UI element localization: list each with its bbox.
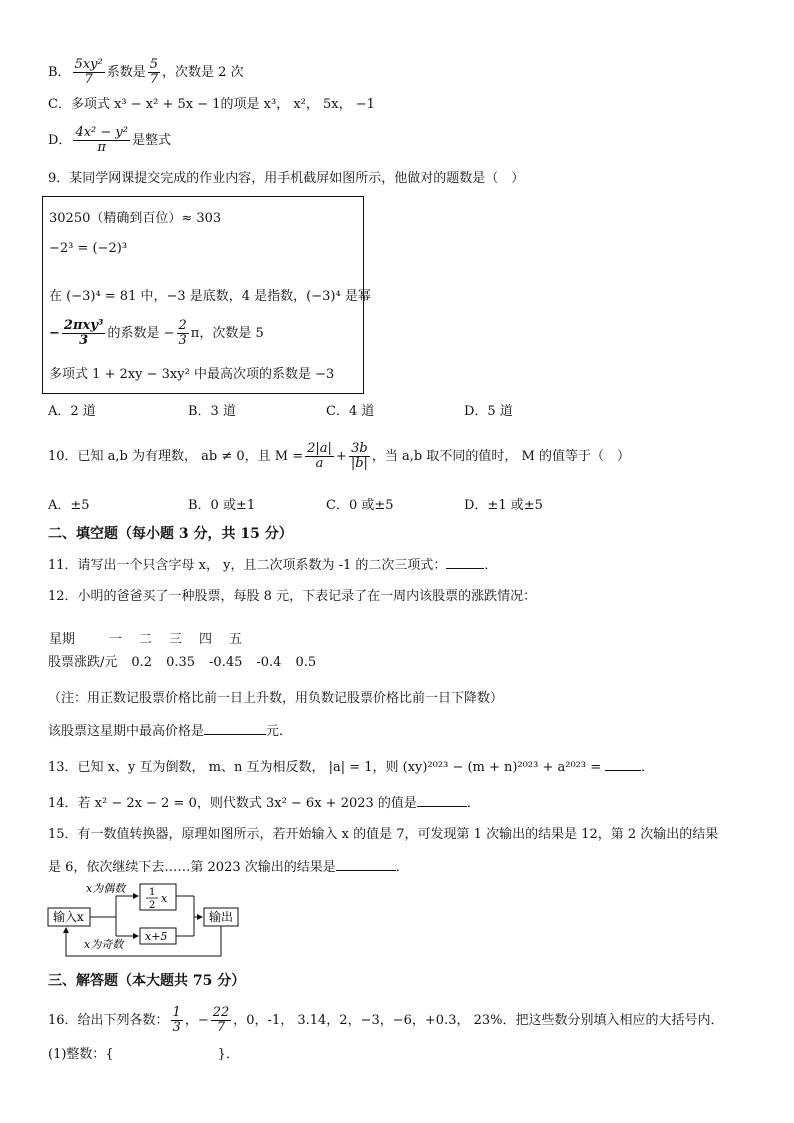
- text: ，当 a,b 取不同的值时， M 的值等于（ ）: [371, 449, 630, 464]
- numerator: 3b: [351, 441, 368, 456]
- q14: [48, 794, 480, 813]
- q16-part1: (1)整数：{ }．: [48, 1047, 239, 1062]
- denominator: 3: [172, 1020, 181, 1035]
- odd-branch-label: x为奇数: [84, 938, 124, 951]
- table-cell: 五: [229, 631, 243, 647]
- q9-option-a[interactable]: A．2 道: [48, 404, 96, 419]
- q10-stem: [48, 442, 630, 471]
- q16-stem: [48, 1006, 724, 1035]
- number-converter-diagram: [44, 878, 264, 960]
- fraction: [73, 58, 105, 87]
- q12-note: （注：用正数记股票价格比前一日上升数，用负数记股票价格比前一日下降数）: [48, 691, 504, 706]
- input-label: 输入x: [53, 910, 84, 924]
- answer-blank[interactable]: [204, 722, 266, 735]
- table-cell: 0.35: [166, 655, 196, 670]
- table-cell: 0.5: [295, 655, 317, 670]
- plus-five-label: x+5: [145, 930, 168, 943]
- box-line: 在 (−3)⁴ = 81 中，−3 是底数，4 是指数，(−3)⁴ 是幂: [49, 289, 371, 304]
- denominator: 3: [79, 333, 89, 348]
- answer-blank[interactable]: [336, 858, 396, 871]
- half-box: [140, 884, 176, 910]
- text: 的系数是 −: [107, 326, 175, 341]
- q9-option-c[interactable]: C．4 道: [326, 404, 375, 419]
- denominator: 7: [149, 72, 159, 87]
- text: ，0，-1， 3.14，2，−3，−6，+0.3， 23%．把这些数分别填入相应的大括号内．: [233, 1013, 724, 1028]
- numerator: 5: [149, 57, 159, 72]
- numerator: 22: [212, 1005, 230, 1020]
- denominator: 3: [178, 333, 187, 348]
- fraction: [211, 1006, 232, 1035]
- text: 是整式: [131, 133, 171, 148]
- table-cell: -0.45: [209, 655, 243, 670]
- option-label: B．: [48, 65, 71, 80]
- fraction: [171, 1006, 183, 1035]
- text: π，次数是 5: [190, 326, 264, 341]
- answer-blank[interactable]: [417, 794, 467, 807]
- answer-blank[interactable]: [605, 758, 641, 771]
- text: +: [335, 449, 347, 464]
- text: 该股票这星期中最高价格是: [48, 724, 205, 739]
- q8-option-c: C．多项式 x³ − x² + 5x − 1的项是 x³， x²， 5x， −1: [48, 97, 375, 112]
- row-label: 股票涨跌/元: [48, 655, 118, 670]
- q12-ask: [48, 722, 292, 741]
- half-numerator: 1: [149, 887, 156, 898]
- q10-option-d[interactable]: D．±1 或±5: [464, 498, 543, 513]
- fraction: [62, 319, 106, 348]
- text: −: [49, 326, 60, 341]
- text: 系数是: [106, 65, 146, 80]
- fraction: [148, 58, 160, 87]
- text: ．: [466, 796, 480, 811]
- numerator: 1: [172, 1005, 181, 1020]
- q12-stem: 12．小明的爸爸买了一种股票，每股 8 元，下表记录了在一周内该股票的涨跌情况：: [48, 589, 537, 604]
- numerator: 2: [178, 318, 187, 333]
- numerator: 5xy²: [74, 57, 103, 72]
- q9-option-d[interactable]: D．5 道: [464, 404, 513, 419]
- q9-option-b[interactable]: B．3 道: [188, 404, 236, 419]
- q8-option-d: [48, 126, 171, 155]
- stock-change-row: [48, 654, 316, 672]
- table-cell: 星期: [49, 631, 76, 647]
- numerator: 4x² − y²: [75, 125, 128, 140]
- text: ．: [641, 760, 655, 775]
- answer-blank[interactable]: [446, 556, 484, 569]
- denominator: 7: [216, 1020, 226, 1035]
- q10-option-a[interactable]: A．±5: [48, 498, 90, 513]
- section-heading-fill-in: 二、填空题（每小题 3 分，共 15 分）: [48, 526, 293, 542]
- q15-line1: 15．有一数值转换器，原理如图所示，若开始输入 x 的值是 7，可发现第 1 次输出的结果是 12，第 2 次输出的结果: [48, 827, 719, 842]
- table-row: [48, 620, 258, 654]
- half-denominator: 2: [149, 900, 156, 911]
- even-branch-label: x为偶数: [86, 882, 126, 895]
- text: ，次数是 2 次: [162, 65, 244, 80]
- box-line: 多项式 1 + 2xy − 3xy² 中最高次项的系数是 −3: [49, 367, 335, 382]
- table-cell: 0.2: [131, 655, 153, 670]
- text: 13．已知 x、y 互为倒数， m、n 互为相反数， |a| = 1，则 (xy)²⁰²³ − (m + n)²⁰²³ + a²⁰²³ =: [48, 760, 602, 775]
- option-label: D．: [48, 133, 72, 148]
- q15-line2: [48, 858, 409, 877]
- box-line: [49, 319, 264, 348]
- fraction: [349, 442, 370, 471]
- output-label: 输出: [209, 910, 234, 924]
- text: 是 6，依次继续下去……第 2023 次输出的结果是: [48, 860, 336, 875]
- denominator: π: [97, 140, 106, 155]
- box-line: 30250（精确到百位）≈ 303: [49, 211, 222, 226]
- q10-option-b[interactable]: B．0 或±1: [188, 498, 256, 513]
- table-cell: 二: [139, 631, 153, 647]
- half-variable: x: [161, 892, 168, 905]
- table-cell: 三: [169, 631, 183, 647]
- text: 10．已知 a,b 为有理数， ab ≠ 0，且 M =: [48, 449, 304, 464]
- stock-table: [48, 620, 258, 654]
- q13: [48, 758, 654, 777]
- homework-screenshot-box: [42, 196, 371, 394]
- text: ，−: [184, 1013, 209, 1028]
- text: 元．: [266, 724, 293, 739]
- box-line: −2³ = (−2)³: [49, 241, 128, 256]
- fraction: [177, 319, 189, 348]
- fraction: [73, 126, 130, 155]
- section-heading-solutions: 三、解答题（本大题共 75 分）: [48, 973, 246, 989]
- denominator: |b|: [350, 456, 368, 471]
- text: 11．请写出一个只含字母 x， y，且二次项系数为 -1 的二次三项式：: [48, 558, 447, 573]
- fraction: [305, 442, 334, 471]
- text: ．: [484, 558, 498, 573]
- table-cell: -0.4: [256, 655, 282, 670]
- numerator: 2πxy³: [63, 318, 104, 333]
- text: 14．若 x² − 2x − 2 = 0，则代数式 3x² − 6x + 2023 的值是: [48, 796, 417, 811]
- text: 16．给出下列各数：: [48, 1013, 169, 1028]
- q11: [48, 556, 497, 575]
- table-cell: 一: [109, 631, 123, 647]
- denominator: a: [315, 456, 324, 471]
- q9-stem: 9．某同学网课提交完成的作业内容，用手机截屏如图所示，他做对的题数是（ ）: [48, 171, 525, 186]
- q8-option-b: [48, 58, 244, 87]
- table-cell: 四: [199, 631, 213, 647]
- numerator: 2|a|: [307, 441, 332, 456]
- text: ．: [395, 860, 409, 875]
- denominator: 7: [84, 72, 93, 87]
- q10-option-c[interactable]: C．0 或±5: [326, 498, 394, 513]
